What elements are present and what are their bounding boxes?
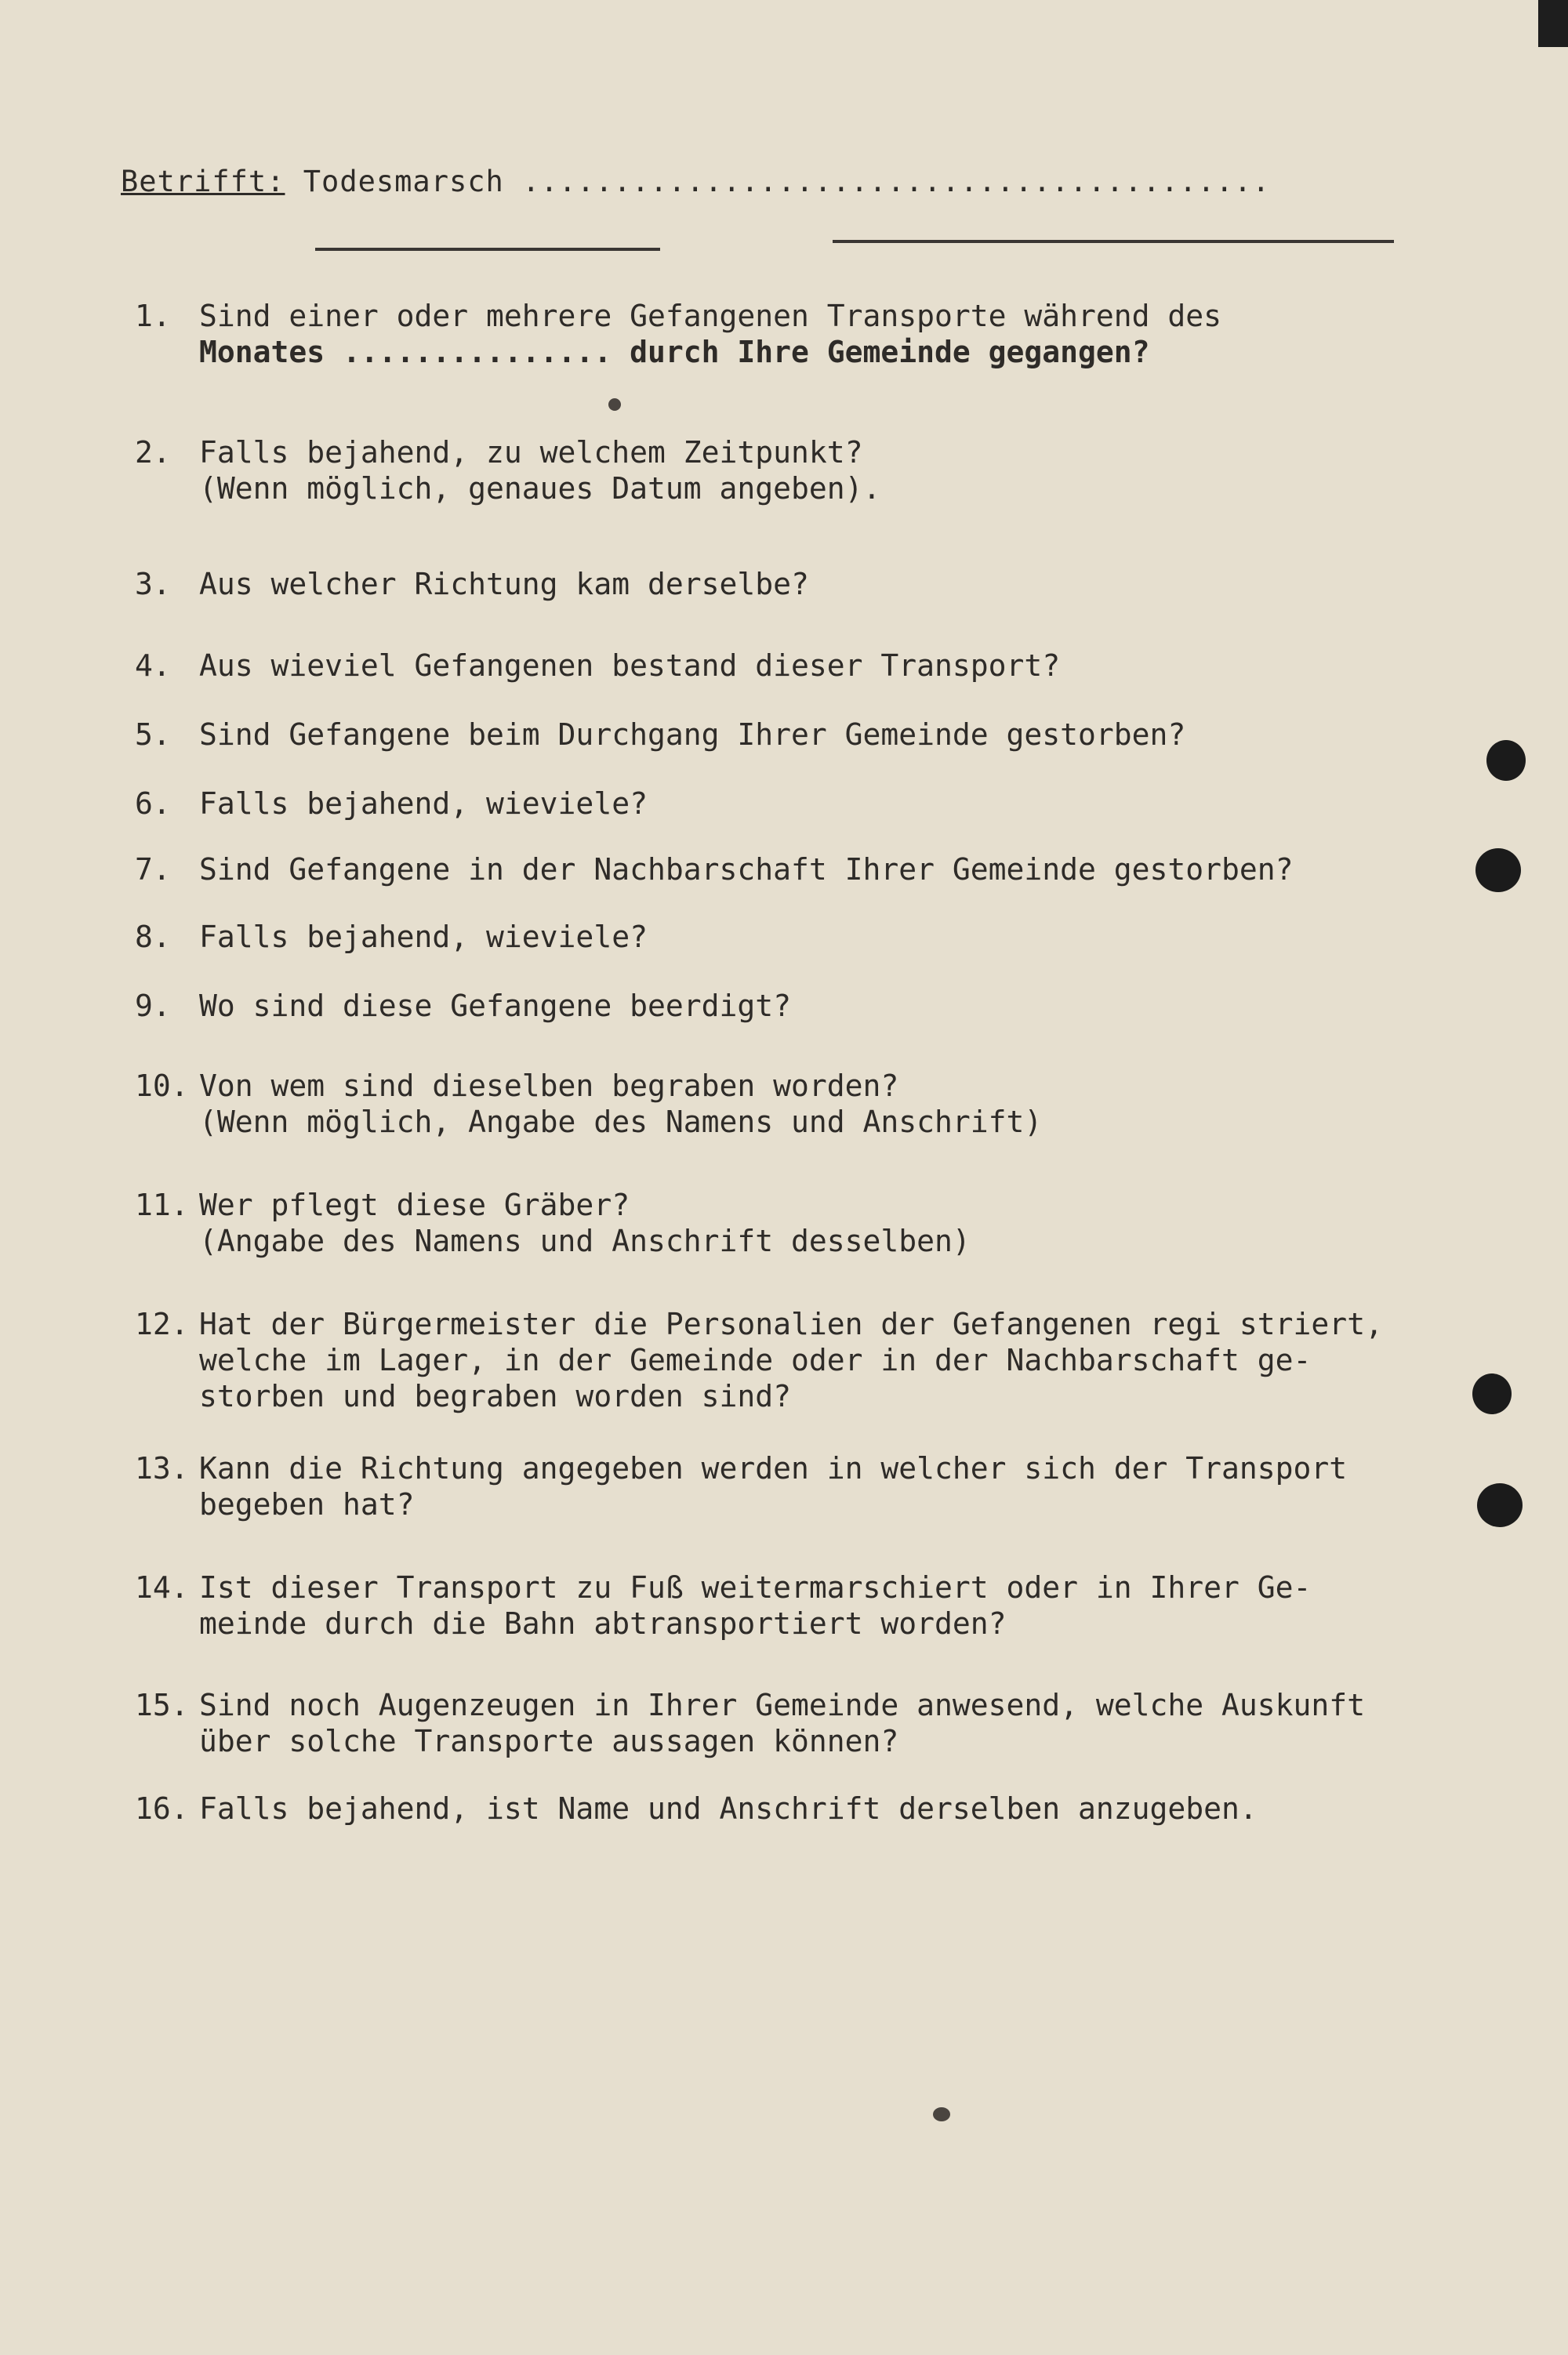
question-11: 11. Wer pflegt diese Gräber? (Angabe des Namens und Anschrift desselben) bbox=[135, 1188, 971, 1258]
question-14: 14. Ist dieser Transport zu Fuß weitermarschiert oder in Ihrer Ge- meinde durch die Bahn abtransportiert worden? bbox=[135, 1570, 1312, 1641]
question-16: 16. Falls bejahend, ist Name und Anschrift derselben anzugeben. bbox=[135, 1791, 1258, 1826]
rule-left bbox=[315, 248, 660, 251]
punch-hole bbox=[1472, 1373, 1512, 1414]
question-6: 6. Falls bejahend, wieviele? bbox=[135, 786, 648, 821]
question-13: 13. Kann die Richtung angegeben werden in welcher sich der Transport begeben hat? bbox=[135, 1451, 1348, 1522]
punch-hole bbox=[1486, 740, 1526, 781]
question-12: 12. Hat der Bürgermeister die Personalien der Gefangenen regi striert, welche im Lager, in der Gemeinde oder in der Nachbarschaft ge- storben und begraben worden sind? bbox=[135, 1307, 1383, 1413]
question-1: 1. Sind einer oder mehrere Gefangenen Transporte während des Monates ............... durch Ihre Gemeinde gegangen? bbox=[135, 299, 1222, 369]
punch-hole bbox=[1475, 848, 1521, 892]
question-5: 5. Sind Gefangene beim Durchgang Ihrer Gemeinde gestorben? bbox=[135, 717, 1186, 752]
question-3: 3. Aus welcher Richtung kam derselbe? bbox=[135, 567, 809, 601]
scan-speck bbox=[933, 2107, 950, 2121]
question-8: 8. Falls bejahend, wieviele? bbox=[135, 920, 648, 954]
question-9: 9. Wo sind diese Gefangene beerdigt? bbox=[135, 989, 791, 1023]
punch-hole bbox=[1477, 1483, 1523, 1527]
subject-line bbox=[121, 165, 1270, 198]
question-10: 10. Von wem sind dieselben begraben worden? (Wenn möglich, Angabe des Namens und Anschrift) bbox=[135, 1069, 1043, 1139]
question-2: 2. Falls bejahend, zu welchem Zeitpunkt? (Wenn möglich, genaues Datum angeben). bbox=[135, 435, 881, 506]
subject-label: Betrifft: bbox=[121, 165, 285, 198]
question-15: 15. Sind noch Augenzeugen in Ihrer Gemeinde anwesend, welche Auskunft über solche Transporte aussagen können? bbox=[135, 1688, 1366, 1758]
scan-edge bbox=[1538, 0, 1568, 47]
scan-speck bbox=[608, 398, 621, 411]
question-7: 7. Sind Gefangene in der Nachbarschaft Ihrer Gemeinde gestorben? bbox=[135, 852, 1294, 887]
question-4: 4. Aus wieviel Gefangenen bestand dieser Transport? bbox=[135, 648, 1061, 683]
subject-value: Todesmarsch bbox=[303, 165, 504, 198]
rule-right bbox=[833, 240, 1394, 243]
subject-dots: ......................................... bbox=[522, 165, 1271, 198]
